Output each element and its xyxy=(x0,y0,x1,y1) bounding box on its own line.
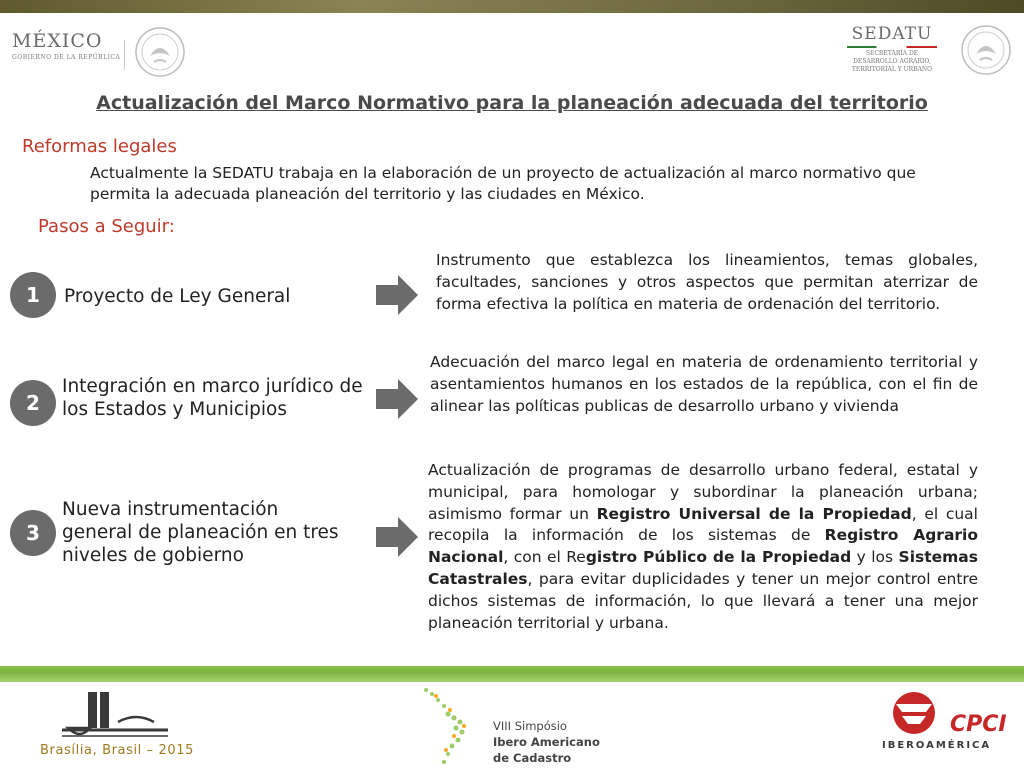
sedatu-subtitle-line-1: SECRETARÍA DE xyxy=(865,50,919,57)
footer-symposium-text xyxy=(493,718,600,766)
cpci-logo-sub: IBEROAMÉRICA xyxy=(882,740,992,751)
step-3-desc-bold: Registro Agrario Nacional xyxy=(428,526,979,567)
congress-building-icon xyxy=(60,688,170,740)
step-1-description: Instrumento que establezca los lineamientos, temas globales, facultades, sanciones y otros aspectos que permitan aterrizar de forma efectiva la política en materia de ordenación del territorio. xyxy=(436,251,978,313)
cpci-emblem-icon xyxy=(880,690,950,736)
sedatu-logo xyxy=(836,24,948,74)
reformas-text: Actualmente la SEDATU trabaja en la elaboración de un proyecto de actualización al marco normativo que permita la adecuada planeación del territorio y las ciudades en México. xyxy=(90,164,916,203)
symposium-line-3: de Cadastro xyxy=(493,751,572,765)
cpci-logo-word: CPCI xyxy=(950,712,1007,737)
slide-title: Actualización del Marco Normativo para la planeación adecuada del territorio xyxy=(96,92,928,114)
cpci-logo xyxy=(880,690,1010,762)
sedatu-tricolor-line xyxy=(847,46,937,48)
coat-of-arms-seal-icon xyxy=(134,26,186,78)
logo-divider xyxy=(124,40,125,70)
mexico-logo-word: MÉXICO xyxy=(12,30,103,52)
step-3-desc-bold: Registro Universal de la Propiedad xyxy=(596,504,912,523)
mexico-logo-subtitle: GOBIERNO DE LA REPÚBLICA xyxy=(12,54,121,61)
step-1-title: Proyecto de Ley General xyxy=(64,286,291,307)
latin-america-map-icon xyxy=(418,684,488,768)
bottom-decorative-bar xyxy=(0,666,1024,682)
symposium-line-2: Ibero Americano xyxy=(493,735,600,749)
step-3-desc-part: , para evitar duplicidades y tener un mejor control entre dichos sistemas de información, lo que llevará a tener una mejor planeación territorial y urbana. xyxy=(428,569,978,632)
sedatu-logo-word: SEDATU xyxy=(851,24,933,44)
arrow-right-icon xyxy=(376,517,418,557)
step-3-desc-part: , el cual recopila la información de los sistemas de xyxy=(428,504,978,545)
mexico-logo xyxy=(12,30,120,61)
arrow-right-icon xyxy=(376,275,418,315)
step-2-number-circle: 2 xyxy=(10,380,56,426)
footer-brasilia-caption: Brasília, Brasil – 2015 xyxy=(40,743,194,758)
step-3-desc-part: Actualización de programas de desarrollo urbano federal, estatal y municipal, para homologar y subordinar la planeación urbana; asimismo formar un xyxy=(428,461,978,523)
step-3-desc-part: , con el Re xyxy=(503,548,586,567)
coat-of-arms-seal-icon xyxy=(960,24,1012,76)
step-3-number-circle: 3 xyxy=(10,510,56,556)
step-3-desc-bold: gistro Público de la Propiedad xyxy=(585,548,852,567)
step-3-description xyxy=(428,460,978,634)
pasos-heading: Pasos a Seguir: xyxy=(38,216,175,237)
step-2-title: Integración en marco jurídico de los Estados y Municipios xyxy=(62,376,363,420)
sedatu-subtitle-line-3: TERRITORIAL Y URBANO xyxy=(851,66,933,73)
step-3-title: Nueva instrumentación general de planeación en tres niveles de gobierno xyxy=(62,499,339,566)
reformas-heading: Reformas legales xyxy=(22,136,177,157)
arrow-right-icon xyxy=(376,379,418,419)
step-3-desc-bold: Sistemas Catastrales xyxy=(428,548,978,588)
step-1-number-circle: 1 xyxy=(10,272,56,318)
symposium-line-1: VIII Simpósio xyxy=(493,719,567,733)
step-2-description: Adecuación del marco legal en materia de ordenamiento territorial y asentamientos humanos en los estados de la república, con el fin de alinear las políticas publicas de desarrollo urbano y vivienda xyxy=(430,353,978,415)
sedatu-subtitle-line-2: DESARROLLO AGRARIO, xyxy=(853,58,931,65)
top-decorative-bar xyxy=(0,0,1024,13)
step-3-desc-part: y los xyxy=(851,548,899,567)
